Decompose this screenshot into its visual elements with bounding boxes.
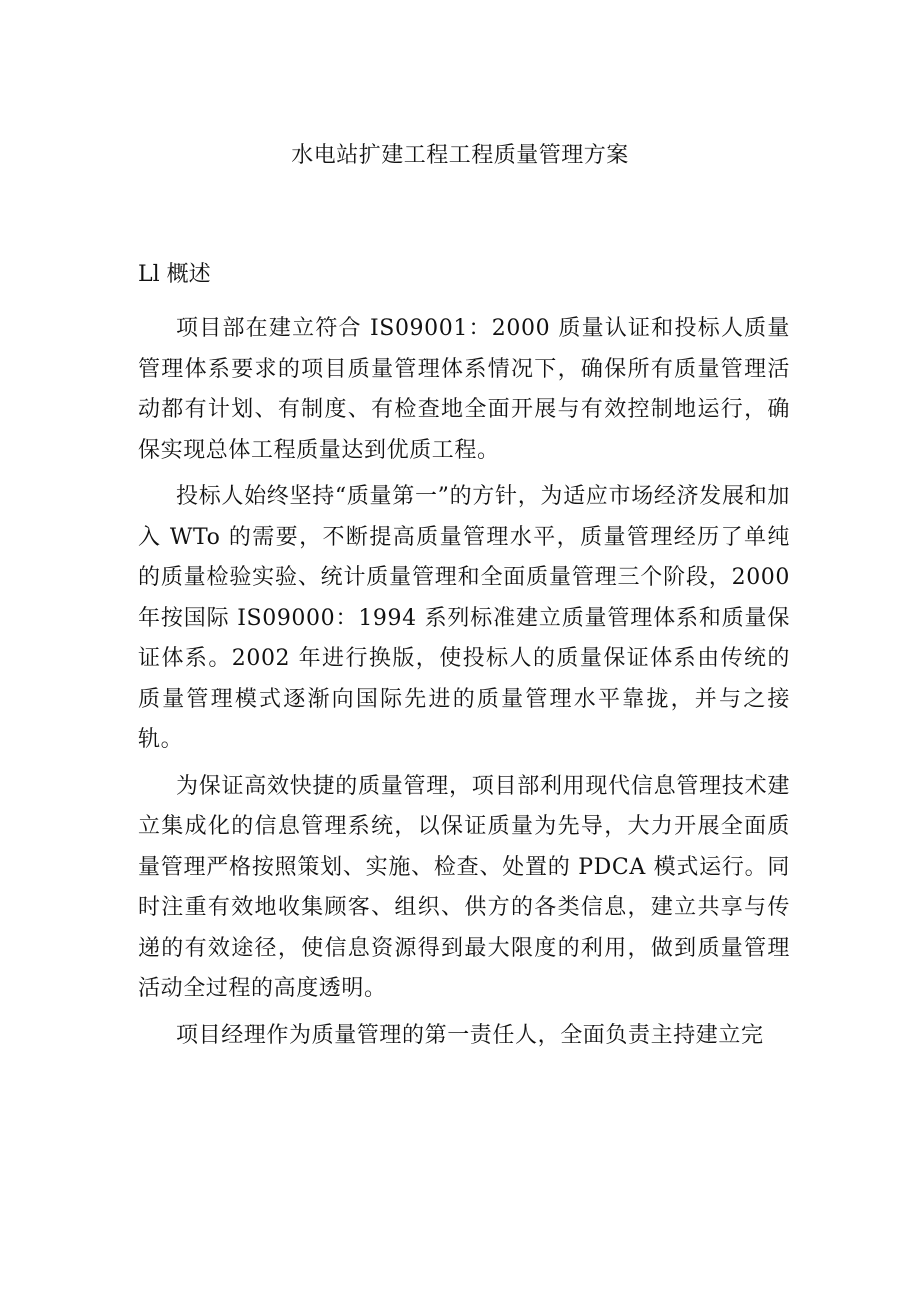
- paragraph: 为保证高效快捷的质量管理，项目部利用现代信息管理技术建立集成化的信息管理系统，以保证质量为先导，大力开展全面质量管理严格按照策划、实施、检查、处置的 PDCA 模式运行。同时注重有效地收集顾客、组织、供方的各类信息，建立共享与传递的有效途径，使信息资源得到最大限度的利用，做到质量管理活动全过程的高度透明。: [138, 773, 790, 1001]
- document-title: 水电站扩建工程工程质量管理方案: [291, 143, 629, 168]
- paragraph: 项目经理作为质量管理的第一责任人，全面负责主持建立完: [176, 1022, 764, 1048]
- section-heading: Ll 概述: [138, 262, 211, 287]
- paragraph: 投标人始终坚持“质量第一”的方针，为适应市场经济发展和加入 WTo 的需要，不断提高质量管理水平，质量管理经历了单纯的质量检验实验、统计质量管理和全面质量管理三个阶段，2000 年按国际 IS09000：1994 系列标准建立质量管理体系和质量保证体系。2002 年进行换版，使投标人的质量保证体系由传统的质量管理模式逐渐向国际先进的质量管理水平靠拢，并与之接轨。: [138, 484, 790, 752]
- paragraph: 项目部在建立符合 IS09001：2000 质量认证和投标人质量管理体系要求的项目质量管理体系情况下，确保所有质量管理活动都有计划、有制度、有检查地全面开展与有效控制地运行，确保实现总体工程质量达到优质工程。: [138, 316, 790, 463]
- document-body: [138, 309, 790, 1062]
